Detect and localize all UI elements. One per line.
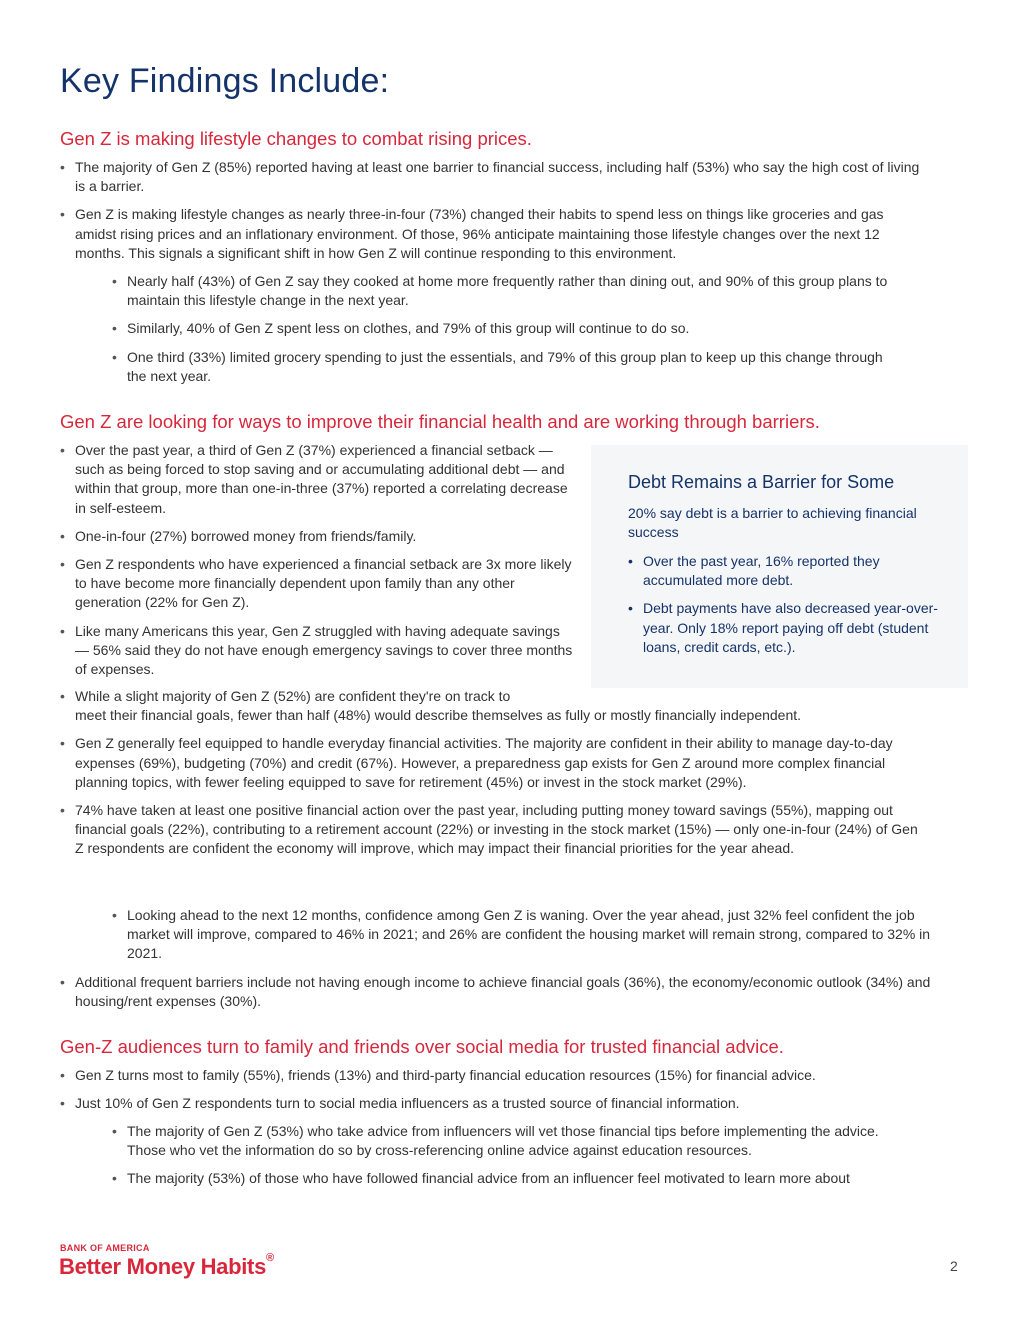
page-number: 2	[950, 1258, 958, 1274]
list-item: • Like many Americans this year, Gen Z struggled with having adequate savings — 56% said they do not have enough emergency savings to cover three months of expenses.	[60, 622, 576, 680]
section-heading-financial-health: Gen Z are looking for ways to improve their financial health and are working through barriers.	[60, 411, 820, 432]
list-item: • Looking ahead to the next 12 months, confidence among Gen Z is waning. Over the year ahead, just 32% feel confident the job market will improve, compared to 46% in 2021; and 26% are confident the housing market will remain strong, compared to 32% in 2021.	[112, 906, 932, 964]
list-item: • One third (33%) limited grocery spending to just the essentials, and 79% of this group plan to keep up this change through the next year.	[112, 348, 904, 386]
callout-subtitle: 20% say debt is a barrier to achieving financial success	[628, 505, 917, 541]
list-item-line: While a slight majority of Gen Z (52%) are confident they're on track to	[75, 688, 511, 704]
list-item: • Debt payments have also decreased year-over-year. Only 18% report paying off debt (student loans, credit cards, etc.).	[628, 599, 938, 657]
list-item: • Gen Z turns most to family (55%), friends (13%) and third-party financial education resources (15%) for financial advice.	[60, 1066, 940, 1085]
registered-mark: ®	[266, 1252, 274, 1264]
sub-bullet-list-advice	[112, 1122, 912, 1198]
section-heading-lifestyle: Gen Z is making lifestyle changes to combat rising prices.	[60, 128, 532, 149]
bullet-list-advice	[60, 1066, 940, 1122]
list-item: • The majority of Gen Z (53%) who take advice from influencers will vet those financial tips before implementing the advice. Those who vet the information do so by cross-referencing online advice against education resources.	[112, 1122, 912, 1160]
bullet-list-barriers	[60, 973, 940, 1020]
callout-title: Debt Remains a Barrier for Some	[628, 472, 895, 492]
bullet-list-financial-health-narrow	[60, 441, 576, 688]
callout-bullet-list	[628, 552, 938, 666]
bank-of-america-label: BANK OF AMERICA	[60, 1243, 150, 1253]
bullet-list-lifestyle	[60, 158, 928, 272]
list-item: • Over the past year, 16% reported they accumulated more debt.	[628, 552, 938, 590]
list-item: • Just 10% of Gen Z respondents turn to social media influencers as a trusted source of financial information.	[60, 1094, 940, 1113]
list-item: • Additional frequent barriers include not having enough income to achieve financial goals (36%), the economy/economic outlook (34%) and housing/rent expenses (30%).	[60, 973, 940, 1011]
list-item: • Nearly half (43%) of Gen Z say they cooked at home more frequently rather than dining out, and 90% of this group plans to maintain this lifestyle change in the next year.	[112, 272, 904, 310]
bullet-list-financial-health	[60, 687, 928, 868]
list-item: • The majority of Gen Z (85%) reported having at least one barrier to financial success, including half (53%) who say the high cost of living is a barrier.	[60, 158, 928, 196]
list-item	[60, 687, 928, 725]
list-item: • Gen Z is making lifestyle changes as nearly three-in-four (73%) changed their habits to spend less on things like groceries and gas amidst rising prices and an inflationary environment. Of those, 96% anticipate maintaining those lifestyle changes over the next 12 months. This signals a significant shift in how Gen Z will continue responding to this environment.	[60, 205, 928, 263]
page-title: Key Findings Include:	[60, 62, 390, 100]
list-item-line: meet their financial goals, fewer than half (48%) would describe themselves as fully or mostly financially independent.	[75, 707, 802, 724]
list-item: • Similarly, 40% of Gen Z spent less on clothes, and 79% of this group will continue to do so.	[112, 319, 904, 338]
sub-bullet-list-lifestyle	[112, 272, 904, 395]
list-item: • 74% have taken at least one positive financial action over the past year, including putting money toward savings (55%), mapping out financial goals (22%), contributing to a retirement account (22%) or investing in the stock market (15%) — only one-in-four (24%) of Gen Z respondents are confident the economy will improve, which may impact their financial priorities for the year ahead.	[60, 801, 928, 859]
debt-callout-box	[591, 445, 968, 688]
list-item: • Gen Z respondents who have experienced a financial setback are 3x more likely to have become more financially dependent upon family than any other generation (22% for Gen Z).	[60, 555, 576, 613]
logo-text: Better Money Habits	[59, 1254, 267, 1279]
better-money-habits-logo	[59, 1254, 274, 1280]
section-heading-advice: Gen-Z audiences turn to family and friends over social media for trusted financial advice.	[60, 1036, 784, 1057]
list-item: • The majority (53%) of those who have followed financial advice from an influencer feel motivated to learn more about	[112, 1169, 912, 1188]
sub-bullet-list-financial-health	[112, 906, 932, 973]
list-item: • Over the past year, a third of Gen Z (37%) experienced a financial setback — such as being forced to stop saving and or accumulating additional debt — and within that group, more than one-in-three (37%) reported a correlating decrease in self-esteem.	[60, 441, 576, 518]
list-item: • Gen Z generally feel equipped to handle everyday financial activities. The majority are confident in their ability to manage day-to-day expenses (69%), budgeting (70%) and credit (67%). However, a preparedness gap exists for Gen Z around more complex financial planning topics, with fewer feeling equipped to save for retirement (45%) or invest in the stock market (29%).	[60, 734, 928, 792]
list-item: • One-in-four (27%) borrowed money from friends/family.	[60, 527, 576, 546]
